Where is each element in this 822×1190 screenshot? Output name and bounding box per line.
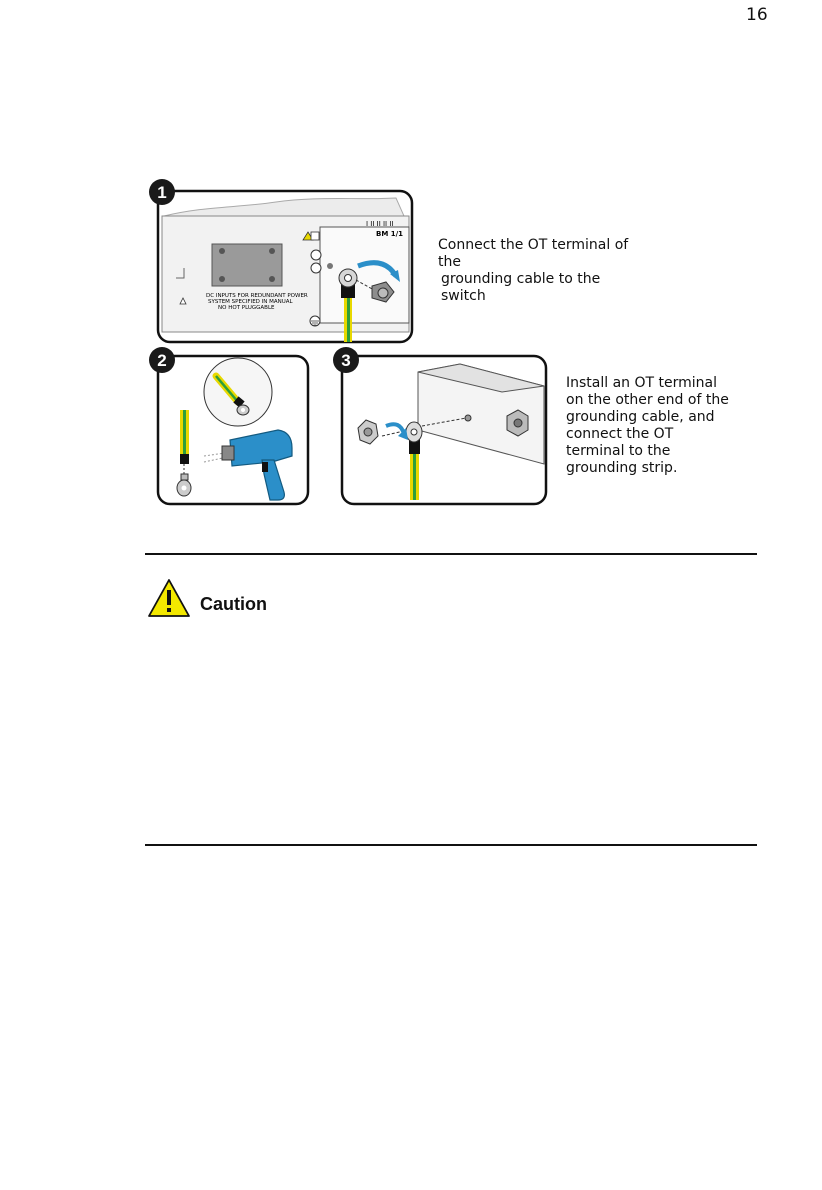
caution-bottom-rule [145, 844, 757, 846]
step-3-callout [566, 375, 736, 477]
step-2-number: 2 [157, 351, 167, 370]
step-1-callout [438, 237, 638, 305]
page-number: 16 [746, 5, 768, 25]
device-text-2: SYSTEM SPECIFIED IN MANUAL [208, 299, 293, 305]
caution-title: Caution [200, 594, 267, 614]
step-3-callout-line-4: connect the OT [566, 426, 674, 442]
step-3-callout-line-6: grounding strip. [566, 460, 678, 476]
step-3-callout-line-2: on the other end of the [566, 392, 729, 408]
step-3-illustration [330, 344, 550, 508]
caution-icon [147, 578, 191, 618]
step-1-callout-line-2: grounding cable to the switch [441, 271, 601, 304]
step-3-callout-line-3: grounding cable, and [566, 409, 715, 425]
barcode-label: I II II II II [366, 220, 394, 228]
step-3-callout-line-1: Install an OT terminal [566, 375, 717, 391]
step-2-illustration [146, 344, 314, 508]
step-1-illustration [146, 178, 416, 346]
step-1-callout-line-1: Connect the OT terminal of the [438, 237, 629, 270]
model-label: BM 1/1 [376, 230, 404, 238]
caution-top-rule [145, 553, 757, 555]
device-text-3: NO HOT PLUGGABLE [218, 305, 275, 311]
step-3-number: 3 [341, 351, 351, 370]
device-text-1: DC INPUTS FOR REDUNDANT POWER [206, 293, 308, 299]
step-3-callout-line-5: terminal to the [566, 443, 671, 459]
step-1-number: 1 [157, 183, 167, 202]
